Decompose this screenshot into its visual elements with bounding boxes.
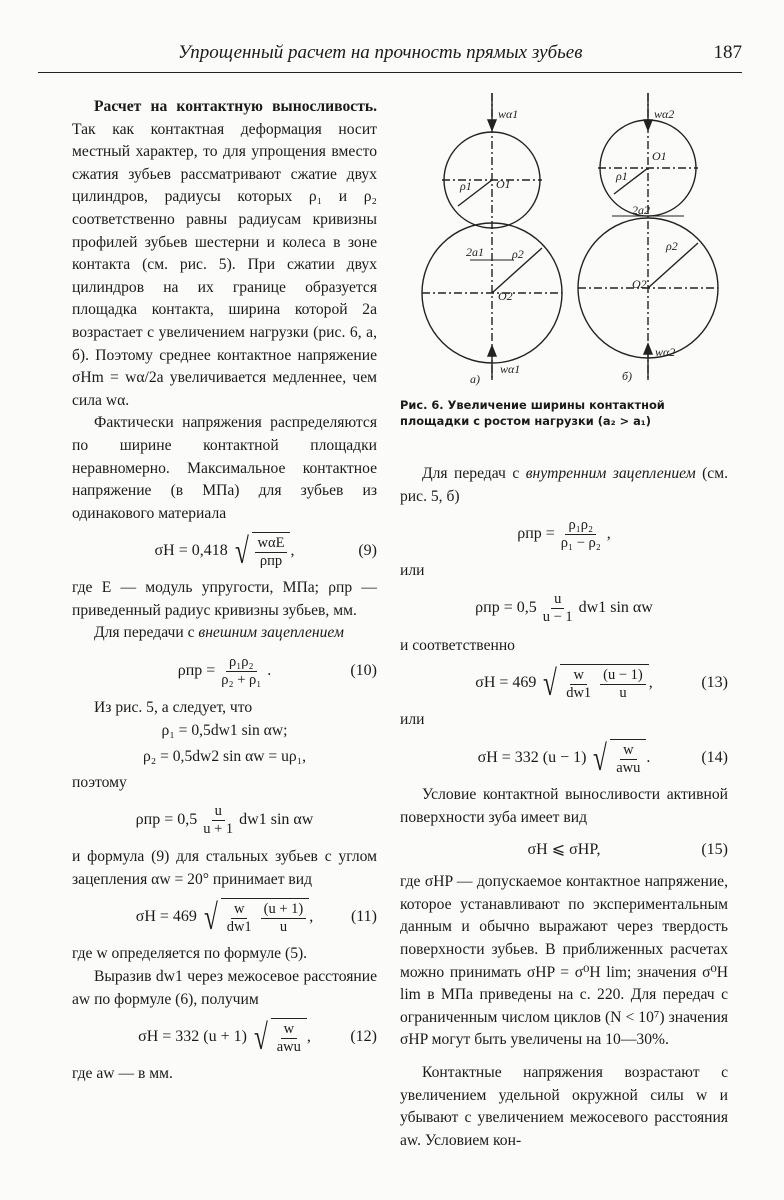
equation-number: (13)	[701, 674, 728, 692]
label-o2-b: O2	[632, 277, 647, 291]
numerator: ρ₁ρ₂	[565, 517, 596, 535]
fraction	[540, 591, 576, 626]
formula-lhs: ρпр =	[177, 661, 216, 679]
denominator: awu	[616, 759, 641, 776]
numerator: w	[570, 667, 586, 685]
label-o1: O1	[496, 177, 511, 191]
label-o1-b: O1	[652, 149, 667, 163]
fraction	[274, 1021, 304, 1056]
sqrt: √ $\frac{w}{dw1}$ $\frac{(u - 1)}{u}$	[540, 664, 648, 702]
sqrt: √ $\frac{w}{\text{awu}}$	[251, 1018, 307, 1056]
fraction	[558, 517, 604, 552]
numerator: (u + 1)	[261, 901, 307, 919]
equation-number: (10)	[350, 662, 377, 680]
numerator: w	[620, 742, 636, 760]
formula-lhs: σH = 332 (u − 1)	[477, 748, 587, 766]
diagram-b-labels	[615, 107, 678, 383]
label-rho1: ρ1	[460, 179, 472, 193]
label-a: а)	[470, 372, 480, 386]
paragraph-express: Выразив dw1 через межосевое расстояние aw по формуле (6), получим	[72, 968, 377, 1008]
label-2a1: 2a1	[466, 245, 484, 259]
equation-number: (11)	[350, 908, 377, 926]
formula-rho-pr-internal-2	[400, 589, 728, 629]
paragraph-aw-units: где aw — в мм.	[72, 1065, 173, 1083]
fraction	[200, 803, 236, 838]
label-rho1-b: ρ1	[616, 169, 628, 183]
label-w-a2-bottom: wα2	[655, 345, 676, 359]
equation-rho1: ρ₁ = 0,5dw1 sin αw;	[161, 721, 288, 739]
fraction	[613, 742, 643, 777]
paragraph-stresses: Контактные напряжения возрастают с увеличением удельной окружной силы w и убывают с увеличением межосевого расстояния aw. Условием кон-	[400, 1063, 728, 1149]
formula-rho-pr	[72, 800, 377, 840]
diagram-b	[578, 93, 718, 380]
word-or: или	[400, 562, 425, 580]
paragraph-external	[72, 622, 377, 645]
paragraph-where-w: где w определяется по формуле (5).	[72, 945, 308, 963]
emphasis: внутренним зацеплением	[525, 465, 696, 482]
paragraph-contact-intro	[72, 96, 377, 412]
denominator: ρ₁ − ρ₂	[560, 534, 601, 551]
numerator: u	[551, 591, 564, 609]
figure-caption: Рис. 6. Увеличение ширины контактной площадки с ростом нагрузки (a₂ > a₁)	[400, 398, 665, 428]
sqrt: √ $\frac{\text{wαE}}{\text{ρпр}}$	[232, 532, 291, 570]
paragraph-distribution: Фактически напряжения распределяются по ширине контактной площадки неравномерно. Максимальное контактное напряжение (в МПа) для зубьев из одинакового материала	[72, 414, 377, 522]
formula-tail: dw1 sin αw	[239, 810, 314, 828]
numerator: w	[231, 901, 247, 919]
formula-12: σH = 332 (u + 1) √ $\frac{w}{\text{awu}}$ , (12)	[138, 1017, 377, 1058]
formula-14: σH = 332 (u − 1) √ $\frac{w}{\text{awu}}$ . (14)	[477, 737, 728, 778]
formula-rho-pr-internal: ρпр = $\frac{\text{ρ₁ρ₂}}{\text{ρ₁ − ρ₂}}$ ,	[517, 516, 611, 551]
denominator: u − 1	[542, 609, 573, 626]
paragraph-therefore: поэтому	[72, 773, 127, 791]
denominator: dw1	[226, 919, 252, 936]
numerator: w	[281, 1021, 297, 1039]
denominator: u + 1	[203, 820, 234, 837]
denominator: ρ₂ + ρ₁	[221, 671, 262, 688]
label-w-a1: wα1	[498, 107, 519, 121]
figure-6	[400, 88, 730, 393]
numerator: wαE	[255, 535, 288, 553]
emphasis: внешним зацеплением	[198, 624, 344, 642]
word-or-2: или	[400, 711, 425, 729]
numerator: u	[212, 803, 225, 821]
equation-number: (9)	[358, 542, 377, 560]
paragraph-condition: Условие контактной выносливости активной поверхности зуба имеет вид	[400, 785, 728, 826]
equation-number: (12)	[350, 1028, 377, 1046]
paragraph-allowable: где σHP — допускаемое контактное напряжение, которое устанавливают по экспериментальным данным и обычно выражают через твердость поверхности зубьев. В приближенных расчетах можно принимать σHP = σ⁰H lim; значения σ⁰H lim в МПа приведены на с. 220. Для передач с ограниченным числом циклов (N < 10⁷) значения σHP могут быть увеличены на 10—30%.	[400, 873, 728, 1049]
formula-15	[400, 835, 728, 865]
text: Для передач с	[422, 465, 520, 482]
fraction	[255, 535, 288, 570]
text: (см. рис. 5, б)	[400, 465, 728, 505]
formula-lhs: σH = 332 (u + 1)	[138, 1027, 247, 1045]
paragraph-internal	[400, 463, 728, 508]
fraction	[261, 901, 307, 936]
label-w-a2: wα2	[654, 107, 675, 121]
formula-lhs: σH = 469	[475, 674, 537, 692]
label-o2: O2	[498, 289, 513, 303]
formula-lhs: σH = 469	[135, 908, 197, 926]
denominator: awu	[276, 1039, 301, 1056]
sqrt: √ $\frac{w}{dw1}$ $\frac{(u + 1)}{u}$	[201, 898, 309, 936]
formula-lhs: σH = 0,418	[154, 541, 228, 559]
formula-13: σH = 469 √ $\frac{w}{dw1}$ $\frac{(u - 1)}{u}$ , (13)	[475, 663, 728, 704]
fraction	[224, 901, 255, 936]
fraction	[563, 667, 594, 702]
running-title: Упрощенный расчет на прочность прямых зубьев	[178, 42, 583, 63]
text: Для передачи с	[94, 624, 195, 642]
denominator: u	[279, 919, 288, 936]
section-heading: Расчет на контактную выносливость.	[94, 98, 377, 115]
paragraph-where-e: где E — модуль упругости, МПа; ρпр — приведенный радиус кривизны зубьев, мм.	[72, 579, 377, 619]
right-column	[400, 463, 728, 1152]
fraction	[218, 654, 264, 689]
formula-lhs: ρпр = 0,5	[135, 810, 198, 828]
numerator: ρ₁ρ₂	[226, 654, 257, 672]
paragraph-text: Так как контактная деформация носит местный характер, то для упрощения вместо сжатия зубьев рассматривают сжатие двух цилиндров, радиусы которых ρ₁ и ρ₂ соответственно равны радиусам кривизны профилей зубьев шестерни и колеса в зоне контакта (см. рис. 5). При сжатии двух цилиндров на их границе образуется площадка контакта, ширина которой 2a возрастает с увеличением нагрузки (рис. 6, а, б). Поэтому среднее контактное напряжение σHm = wα/2a увеличивается медленнее, чем сила wα.	[72, 120, 377, 409]
denominator: dw1	[566, 685, 592, 702]
equation-number: (15)	[701, 841, 728, 859]
denominator: ρпр	[259, 553, 283, 570]
formula-lhs: ρпр = 0,5	[475, 599, 537, 617]
formula-10: ρпр = $\frac{\text{ρ₁ρ₂}}{\text{ρ₂ + ρ₁}}$ . (10)	[177, 653, 377, 688]
paragraph-from-fig5: Из рис. 5, а следует, что	[94, 699, 253, 717]
label-2a2: 2a2	[632, 203, 650, 217]
label-b: б)	[622, 369, 633, 383]
formula-tail: dw1 sin αw	[578, 599, 653, 617]
page-header	[38, 38, 742, 73]
equation-rho2: ρ₂ = 0,5dw2 sin αw = uρ₁,	[142, 747, 307, 765]
paragraph-steel: и формула (9) для стальных зубьев с углом зацепления αw = 20° принимает вид	[72, 848, 377, 888]
formula-body: σH ⩽ σHP,	[527, 840, 601, 858]
formula-9: σH = 0,418 √ $\frac{\text{wαE}}{\text{ρпр}}$ , (9)	[154, 531, 377, 572]
label-rho2-b: ρ2	[666, 239, 678, 253]
word-respectively: и соответственно	[400, 636, 515, 654]
sqrt: √ $\frac{w}{\text{awu}}$	[590, 739, 646, 777]
numerator: (u − 1)	[600, 667, 646, 685]
label-w-a1-bottom: wα1	[500, 362, 521, 376]
formula-11: σH = 469 √ $\frac{w}{dw1}$ $\frac{(u + 1)}{u}$ , (11)	[135, 897, 377, 938]
formula-lhs: ρпр =	[517, 524, 555, 542]
fraction	[600, 667, 646, 702]
denominator: u	[619, 685, 627, 702]
page-number: 187	[713, 42, 742, 63]
diagram-a	[422, 93, 562, 380]
label-rho2: ρ2	[512, 247, 524, 261]
contact-diagram	[400, 88, 730, 388]
equation-number: (14)	[701, 748, 728, 766]
left-column	[72, 96, 377, 1086]
